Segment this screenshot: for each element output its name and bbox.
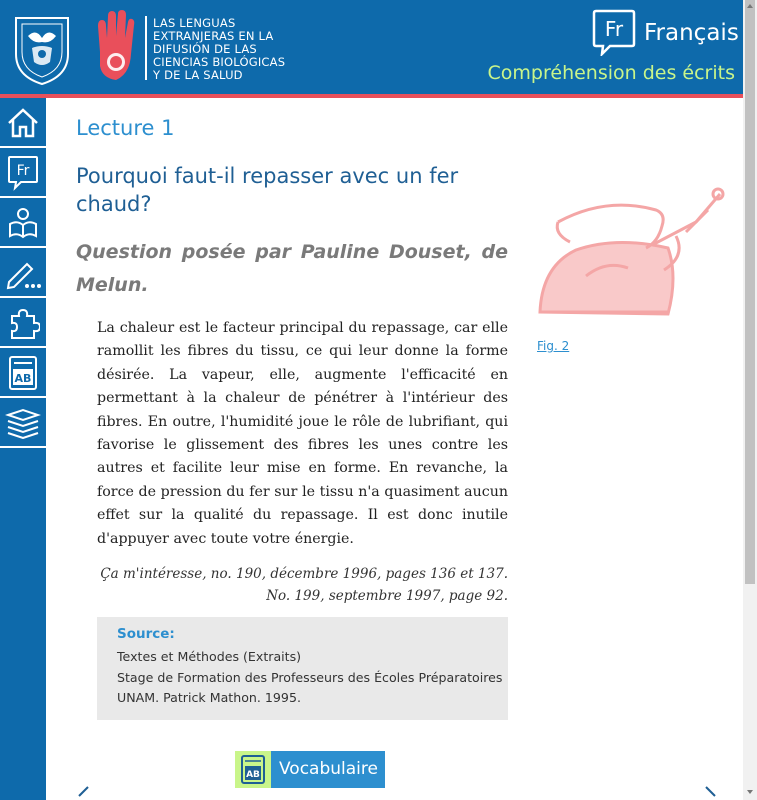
source-box	[97, 617, 508, 720]
language-title: Français	[644, 20, 739, 46]
vocabulary-button[interactable]	[235, 751, 385, 788]
books-stack-icon	[5, 407, 41, 439]
sidebar-item-resources[interactable]	[0, 400, 46, 448]
scroll-down-arrow-icon[interactable]	[746, 788, 754, 796]
sidebar-item-activities[interactable]	[0, 300, 46, 348]
source-line: UNAM. Patrick Mathon. 1995.	[117, 690, 301, 705]
project-name	[153, 17, 285, 82]
dictionary-text: AB	[14, 372, 32, 385]
vocabulary-icon-text: AB	[246, 770, 260, 780]
lecture-label: Lecture 1	[76, 116, 175, 140]
source-line: Stage de Formation des Professeurs des Écoles Préparatoires	[117, 669, 503, 685]
dictionary-icon	[235, 751, 271, 788]
sidebar-item-vocabulary[interactable]	[0, 350, 46, 398]
unam-seal-icon	[10, 14, 74, 86]
next-page-arrow-icon[interactable]	[702, 786, 720, 800]
vocabulary-label: Vocabulaire	[279, 759, 378, 779]
citation-line: No. 199, septembre 1997, page 92.	[266, 588, 508, 604]
badge-text: Fr	[16, 163, 30, 179]
project-name-line: DIFUSIÓN DE LAS	[153, 42, 257, 56]
logo-divider	[145, 16, 147, 80]
sidebar-item-exercises[interactable]	[0, 250, 46, 298]
iron-illustration	[536, 186, 728, 326]
sidebar	[0, 98, 46, 800]
source-line: Textes et Méthodes (Extraits)	[117, 649, 302, 664]
question-author: Question posée par Pauline Douset, de Melun.	[76, 241, 508, 296]
project-name-line: Y DE LA SALUD	[153, 68, 243, 82]
section-title: Compréhension des écrits	[487, 62, 735, 84]
pencil-icon	[5, 256, 41, 290]
previous-page-arrow-icon[interactable]	[74, 786, 92, 800]
sidebar-item-french[interactable]	[0, 150, 46, 198]
scrollbar-thumb[interactable]	[745, 0, 755, 584]
project-name-line: EXTRANJERAS EN LA	[153, 29, 274, 43]
project-name-line: CIENCIAS BIOLÓGICAS	[153, 55, 286, 69]
badge-text: Fr	[604, 17, 624, 41]
source-label: Source:	[117, 626, 175, 642]
scroll-up-arrow-icon[interactable]	[746, 2, 754, 10]
puzzle-icon	[6, 306, 40, 340]
figure-caption-link[interactable]: Fig. 2	[537, 339, 570, 353]
article-body: La chaleur est le facteur principal du repassage, car elle ramollit les fibres du tissu, ce qui leur donne la forme désirée. La vapeur, elle, augmente l'efficacité en permettant à la chaleur de pénétrer à l'intérieur des fibres. En outre, l'humidité joue le rôle de lubrifiant, qui favorise le glissement des fibres les unes contre les autres et facilite leur mise en forme. En revanche, la force de pression du fer sur le tissu n'a quasiment aucun effet sur la qualité du repassage. Il est donc inutile d'appuyer avec toute votre énergie.	[97, 320, 508, 547]
french-language-badge-icon	[592, 8, 636, 56]
header-accent-line	[0, 94, 743, 98]
home-icon	[6, 106, 40, 140]
citation-line: Ça m'intéresse, no. 190, décembre 1996, pages 136 et 137.	[100, 566, 508, 582]
sidebar-item-home[interactable]	[0, 100, 46, 148]
project-name-line: LAS LENGUAS	[153, 16, 236, 30]
article-title: Pourquoi faut-il repasser avec un fer chaud?	[76, 164, 459, 216]
header-bar	[0, 0, 743, 94]
reading-person-icon	[6, 206, 40, 240]
french-badge-icon	[7, 155, 39, 191]
hand-logo-icon	[90, 8, 138, 84]
vocabulary-icon-box	[235, 751, 271, 788]
dictionary-icon	[8, 355, 38, 391]
sidebar-item-reading[interactable]	[0, 200, 46, 248]
citation	[97, 563, 508, 607]
